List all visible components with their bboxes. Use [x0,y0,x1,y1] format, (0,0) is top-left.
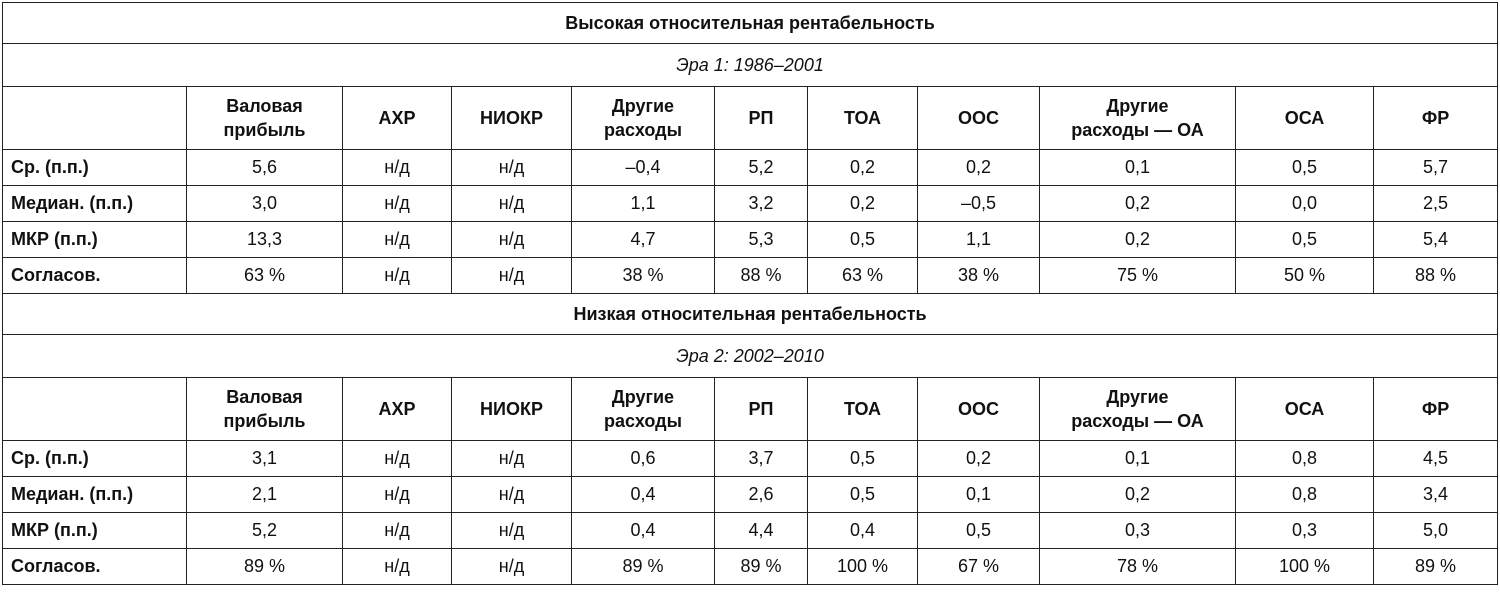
table-cell: 1,1 [572,186,715,222]
table-cell: 13,3 [187,222,343,258]
column-header-line: расходы — ОА [1071,411,1204,431]
column-header [1236,87,1374,150]
table-cell: 89 % [715,549,808,585]
table-cell: 50 % [1236,258,1374,294]
table-cell: –0,5 [918,186,1040,222]
table-row [3,150,1498,186]
column-header [808,378,918,441]
table-cell: н/д [343,150,452,186]
table-cell: 0,6 [572,441,715,477]
table-cell: 100 % [808,549,918,585]
table-cell: 0,2 [808,150,918,186]
row-label: Медиан. (п.п.) [3,477,187,513]
section-title: Низкая относительная рентабельность [3,294,1498,335]
table-cell: 0,1 [1040,150,1236,186]
table-cell: 67 % [918,549,1040,585]
table-cell: 38 % [918,258,1040,294]
table-cell: 0,4 [572,477,715,513]
column-header-line: ООС [957,108,999,128]
table-cell: 4,7 [572,222,715,258]
table-cell: 0,2 [918,150,1040,186]
column-header-row [3,87,1498,150]
column-header-line: РП [748,399,774,419]
table-cell: 5,4 [1374,222,1498,258]
column-header [452,87,572,150]
era-row [3,335,1498,378]
table-cell: 2,6 [715,477,808,513]
table-cell: н/д [452,150,572,186]
column-header [808,87,918,150]
table-cell: 63 % [187,258,343,294]
table-cell: 0,5 [808,441,918,477]
column-header [715,87,808,150]
header-empty-cell [3,87,187,150]
table-cell: н/д [343,222,452,258]
column-header [1040,87,1236,150]
table-cell: 3,0 [187,186,343,222]
column-header [918,87,1040,150]
table-cell: 5,3 [715,222,808,258]
table-cell: 0,3 [1040,513,1236,549]
table-cell: 0,1 [918,477,1040,513]
table-cell: 0,8 [1236,441,1374,477]
table-cell: н/д [452,441,572,477]
table-cell: 0,1 [1040,441,1236,477]
column-header-line: прибыль [223,120,306,140]
column-header-line: Другие [1106,387,1169,407]
header-empty-cell [3,378,187,441]
table-row [3,222,1498,258]
column-header [715,378,808,441]
column-header-line: ОСА [1284,399,1325,419]
table-cell: 0,2 [918,441,1040,477]
table-cell: 0,5 [808,477,918,513]
table-cell: н/д [343,258,452,294]
column-header-line: Другие [611,387,675,407]
table-cell: 38 % [572,258,715,294]
table-cell: 2,1 [187,477,343,513]
column-header [1374,87,1498,150]
column-header [187,87,343,150]
column-header-line: расходы [604,120,682,140]
column-header-line: ОСА [1284,108,1325,128]
table-cell: 5,7 [1374,150,1498,186]
column-header-line: АХР [378,108,416,128]
column-header-line: расходы — ОА [1071,120,1204,140]
table-cell: 0,2 [808,186,918,222]
row-label: Медиан. (п.п.) [3,186,187,222]
column-header [1040,378,1236,441]
column-header [1236,378,1374,441]
table-cell: 0,4 [572,513,715,549]
table-cell: н/д [343,186,452,222]
column-header-row [3,378,1498,441]
column-header-line: ООС [957,399,999,419]
column-header-line: прибыль [223,411,306,431]
era-label: Эра 2: 2002–2010 [3,335,1498,378]
table-cell: н/д [452,186,572,222]
table-cell: 0,5 [918,513,1040,549]
table-cell: 89 % [1374,549,1498,585]
column-header-line: ТОА [843,399,882,419]
column-header [187,378,343,441]
column-header-line: РП [748,108,774,128]
table-cell: н/д [343,549,452,585]
table-cell: н/д [343,477,452,513]
section-title-row [3,3,1498,44]
table-cell: 3,4 [1374,477,1498,513]
table-cell: 2,5 [1374,186,1498,222]
table-cell: 0,5 [1236,222,1374,258]
column-header [343,378,452,441]
table-cell: –0,4 [572,150,715,186]
table-cell: 0,3 [1236,513,1374,549]
column-header-line: ФР [1421,108,1450,128]
column-header [343,87,452,150]
table-cell: 5,6 [187,150,343,186]
table-cell: 0,2 [1040,186,1236,222]
profitability-table [2,2,1498,585]
table-cell: 5,2 [715,150,808,186]
table-cell: 4,4 [715,513,808,549]
table-cell: 1,1 [918,222,1040,258]
column-header [572,87,715,150]
table-cell: 0,5 [1236,150,1374,186]
column-header-line: ФР [1421,399,1450,419]
table-cell: н/д [343,441,452,477]
column-header-line: ТОА [843,108,882,128]
section-title: Высокая относительная рентабельность [3,3,1498,44]
table-cell: 0,5 [808,222,918,258]
column-header-line: расходы [604,411,682,431]
era-row [3,44,1498,87]
table-row [3,186,1498,222]
table-cell: н/д [452,258,572,294]
table-cell: 4,5 [1374,441,1498,477]
table-cell: н/д [343,513,452,549]
table-cell: 100 % [1236,549,1374,585]
row-label: МКР (п.п.) [3,513,187,549]
column-header [1374,378,1498,441]
column-header-line: Валовая [226,387,303,407]
table-cell: 0,2 [1040,477,1236,513]
table-cell: 3,1 [187,441,343,477]
column-header-line: АХР [378,399,416,419]
table-cell: 5,2 [187,513,343,549]
table-cell: 3,2 [715,186,808,222]
section-title-row [3,294,1498,335]
table-row [3,513,1498,549]
table-cell: 3,7 [715,441,808,477]
table-row [3,477,1498,513]
table-cell: 75 % [1040,258,1236,294]
table-cell: 0,4 [808,513,918,549]
column-header [452,378,572,441]
table-body [3,3,1498,585]
row-label: Ср. (п.п.) [3,150,187,186]
table-cell: 0,2 [1040,222,1236,258]
table-row [3,549,1498,585]
column-header-line: Валовая [226,96,303,116]
table-row [3,441,1498,477]
table-cell: 89 % [572,549,715,585]
table-cell: н/д [452,513,572,549]
table-row [3,258,1498,294]
table-cell: 78 % [1040,549,1236,585]
row-label: МКР (п.п.) [3,222,187,258]
column-header-line: НИОКР [480,108,543,128]
table-cell: н/д [452,222,572,258]
column-header [918,378,1040,441]
row-label: Согласов. [3,258,187,294]
column-header [572,378,715,441]
table-cell: 88 % [715,258,808,294]
era-label: Эра 1: 1986–2001 [3,44,1498,87]
table-cell: 0,8 [1236,477,1374,513]
table-cell: н/д [452,549,572,585]
table-cell: 88 % [1374,258,1498,294]
table-cell: 5,0 [1374,513,1498,549]
table-cell: н/д [452,477,572,513]
table-cell: 0,0 [1236,186,1374,222]
table-cell: 63 % [808,258,918,294]
column-header-line: Другие [1106,96,1169,116]
row-label: Согласов. [3,549,187,585]
column-header-line: Другие [611,96,675,116]
column-header-line: НИОКР [480,399,543,419]
row-label: Ср. (п.п.) [3,441,187,477]
table-cell: 89 % [187,549,343,585]
